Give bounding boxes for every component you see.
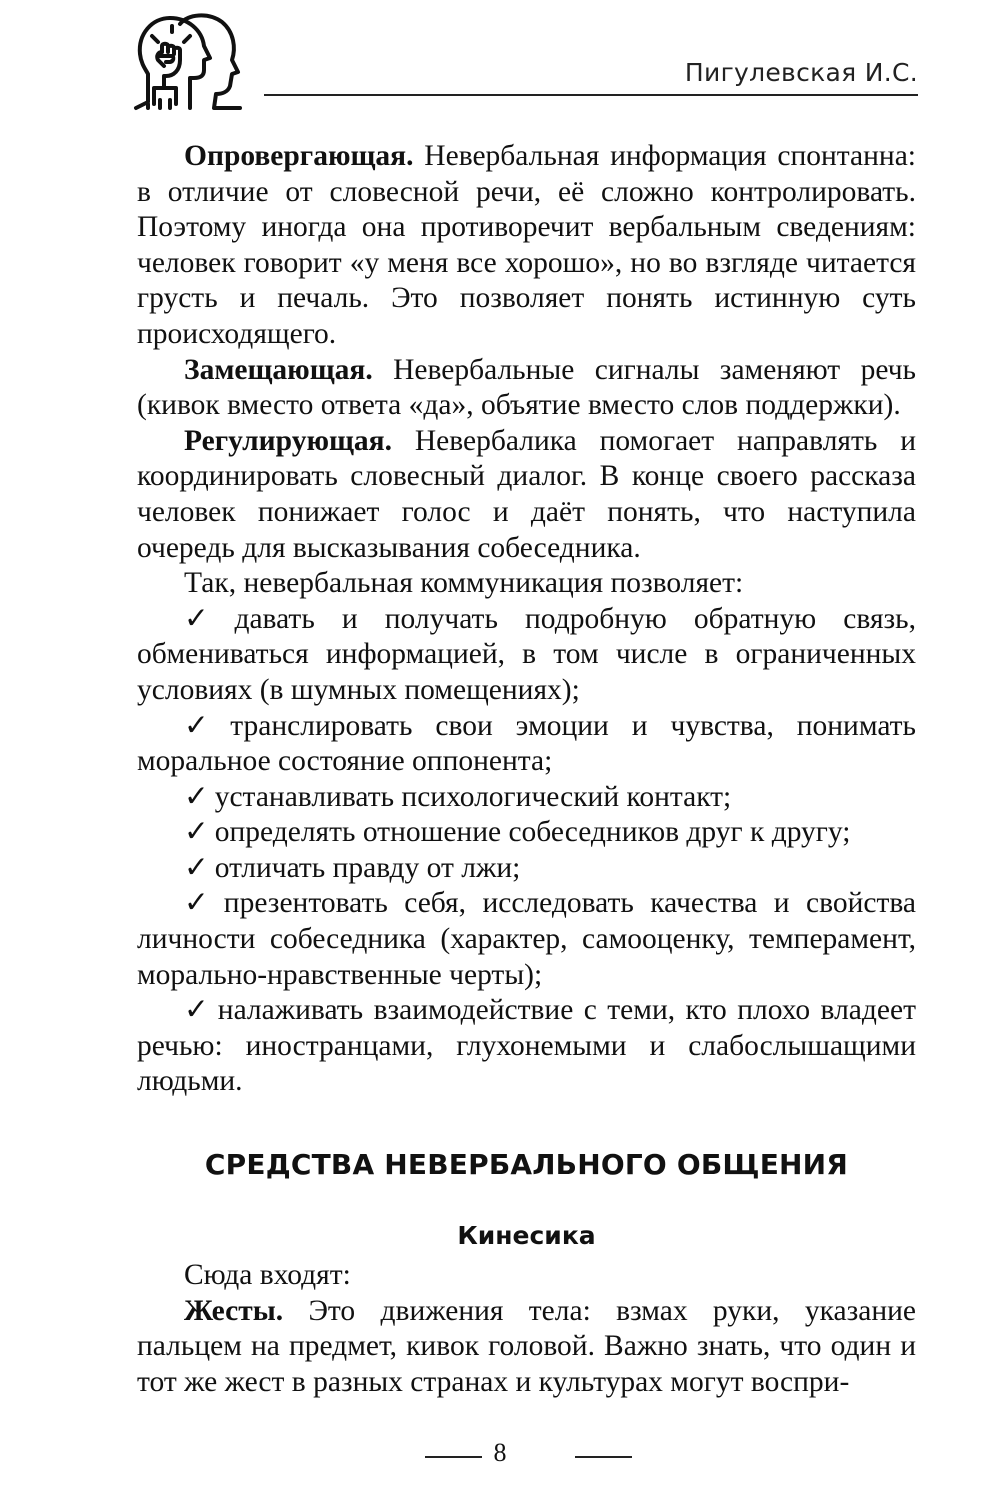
paragraph-regulating xyxy=(137,424,916,566)
paragraph-text: Невербальная информация спонтанна: в отличие от словесной речи, её сложно контролировать. Поэтому иногда она противоречит вербальным сведениям: человек говорит «у меня все хорошо», но во взгляде читается грусть и печаль. Это позволяет понять истинную суть происходящего. xyxy=(137,140,916,350)
list-item-text: устанавливать психологический контакт; xyxy=(214,780,732,813)
paragraph-lead: Опровергающая. xyxy=(184,140,414,172)
paragraph-lead: Замещающая. xyxy=(184,353,373,386)
page-footer xyxy=(0,1436,1000,1476)
section-intro: Сюда входят: xyxy=(184,1259,351,1291)
paragraph-refuting xyxy=(137,139,916,353)
list-item xyxy=(137,602,916,709)
list-intro: Так, невербальная коммуникация позволяет: xyxy=(184,567,744,600)
section-body-text xyxy=(137,1258,916,1400)
list-item xyxy=(137,780,916,816)
list-item-text: транслировать свои эмоции и чувства, понимать моральное состояние оппонента; xyxy=(137,709,916,778)
section-heading: СРЕДСТВА НЕВЕРБАЛЬНОГО ОБЩЕНИЯ xyxy=(204,1148,849,1181)
paragraph-text: Это движения тела: взмах руки, указание пальцем на предмет, кивок головой. Важно знать, что один и тот же жест в разных странах и культурах могут воспри- xyxy=(137,1294,916,1398)
list-item-text: давать и получать подробную обратную связь, обмениваться информацией, в том числе в ограниченных условиях (в шумных помещениях); xyxy=(137,602,916,706)
checkmark-icon: ✓ xyxy=(184,851,209,884)
paragraph-gestures xyxy=(137,1294,916,1401)
footer-rule-right xyxy=(575,1456,632,1458)
checkmark-icon: ✓ xyxy=(184,994,212,1027)
head-with-fist-icon xyxy=(128,8,248,120)
sub-heading: Кинесика xyxy=(457,1221,596,1250)
paragraph-text: Невербальные сигналы заменяют речь (кивок вместо ответа «да», объятие вместо слов поддержки). xyxy=(137,353,916,422)
checkmark-icon: ✓ xyxy=(184,887,218,920)
checkmark-icon: ✓ xyxy=(184,780,209,813)
page-number: 8 xyxy=(493,1438,507,1467)
list-item xyxy=(137,993,916,1100)
list-item-text: отличать правду от лжи; xyxy=(214,851,521,884)
list-item-text: определять отношение собеседников друг к другу; xyxy=(214,816,851,849)
list-item xyxy=(137,709,916,780)
list-item xyxy=(137,851,916,887)
header-rule xyxy=(264,94,918,96)
paragraph-lead: Жесты. xyxy=(184,1294,284,1327)
paragraph-text: Невербалика помогает направлять и координировать словесный диалог. В конце своего рассказа человек понижает голос и даёт понять, что наступила очередь для высказывания собеседника. xyxy=(137,424,916,564)
body-text xyxy=(137,139,916,1100)
checkmark-icon: ✓ xyxy=(184,602,229,635)
checkmark-icon: ✓ xyxy=(184,816,209,849)
paragraph-substituting xyxy=(137,353,916,424)
list-item-text: налаживать взаимодействие с теми, кто плохо владеет речью: иностранцами, глухонемыми и слабослышащими людьми. xyxy=(137,994,916,1098)
list-item xyxy=(137,886,916,993)
paragraph-lead: Регулирующая. xyxy=(184,424,392,457)
list-item xyxy=(137,815,916,851)
running-header-author: Пигулевская И.С. xyxy=(684,58,918,87)
checkmark-icon: ✓ xyxy=(184,709,225,742)
list-item-text: презентовать себя, исследовать качества и свойства личности собеседника (характер, самооценку, темперамент, морально-нравственные черты); xyxy=(137,887,917,991)
